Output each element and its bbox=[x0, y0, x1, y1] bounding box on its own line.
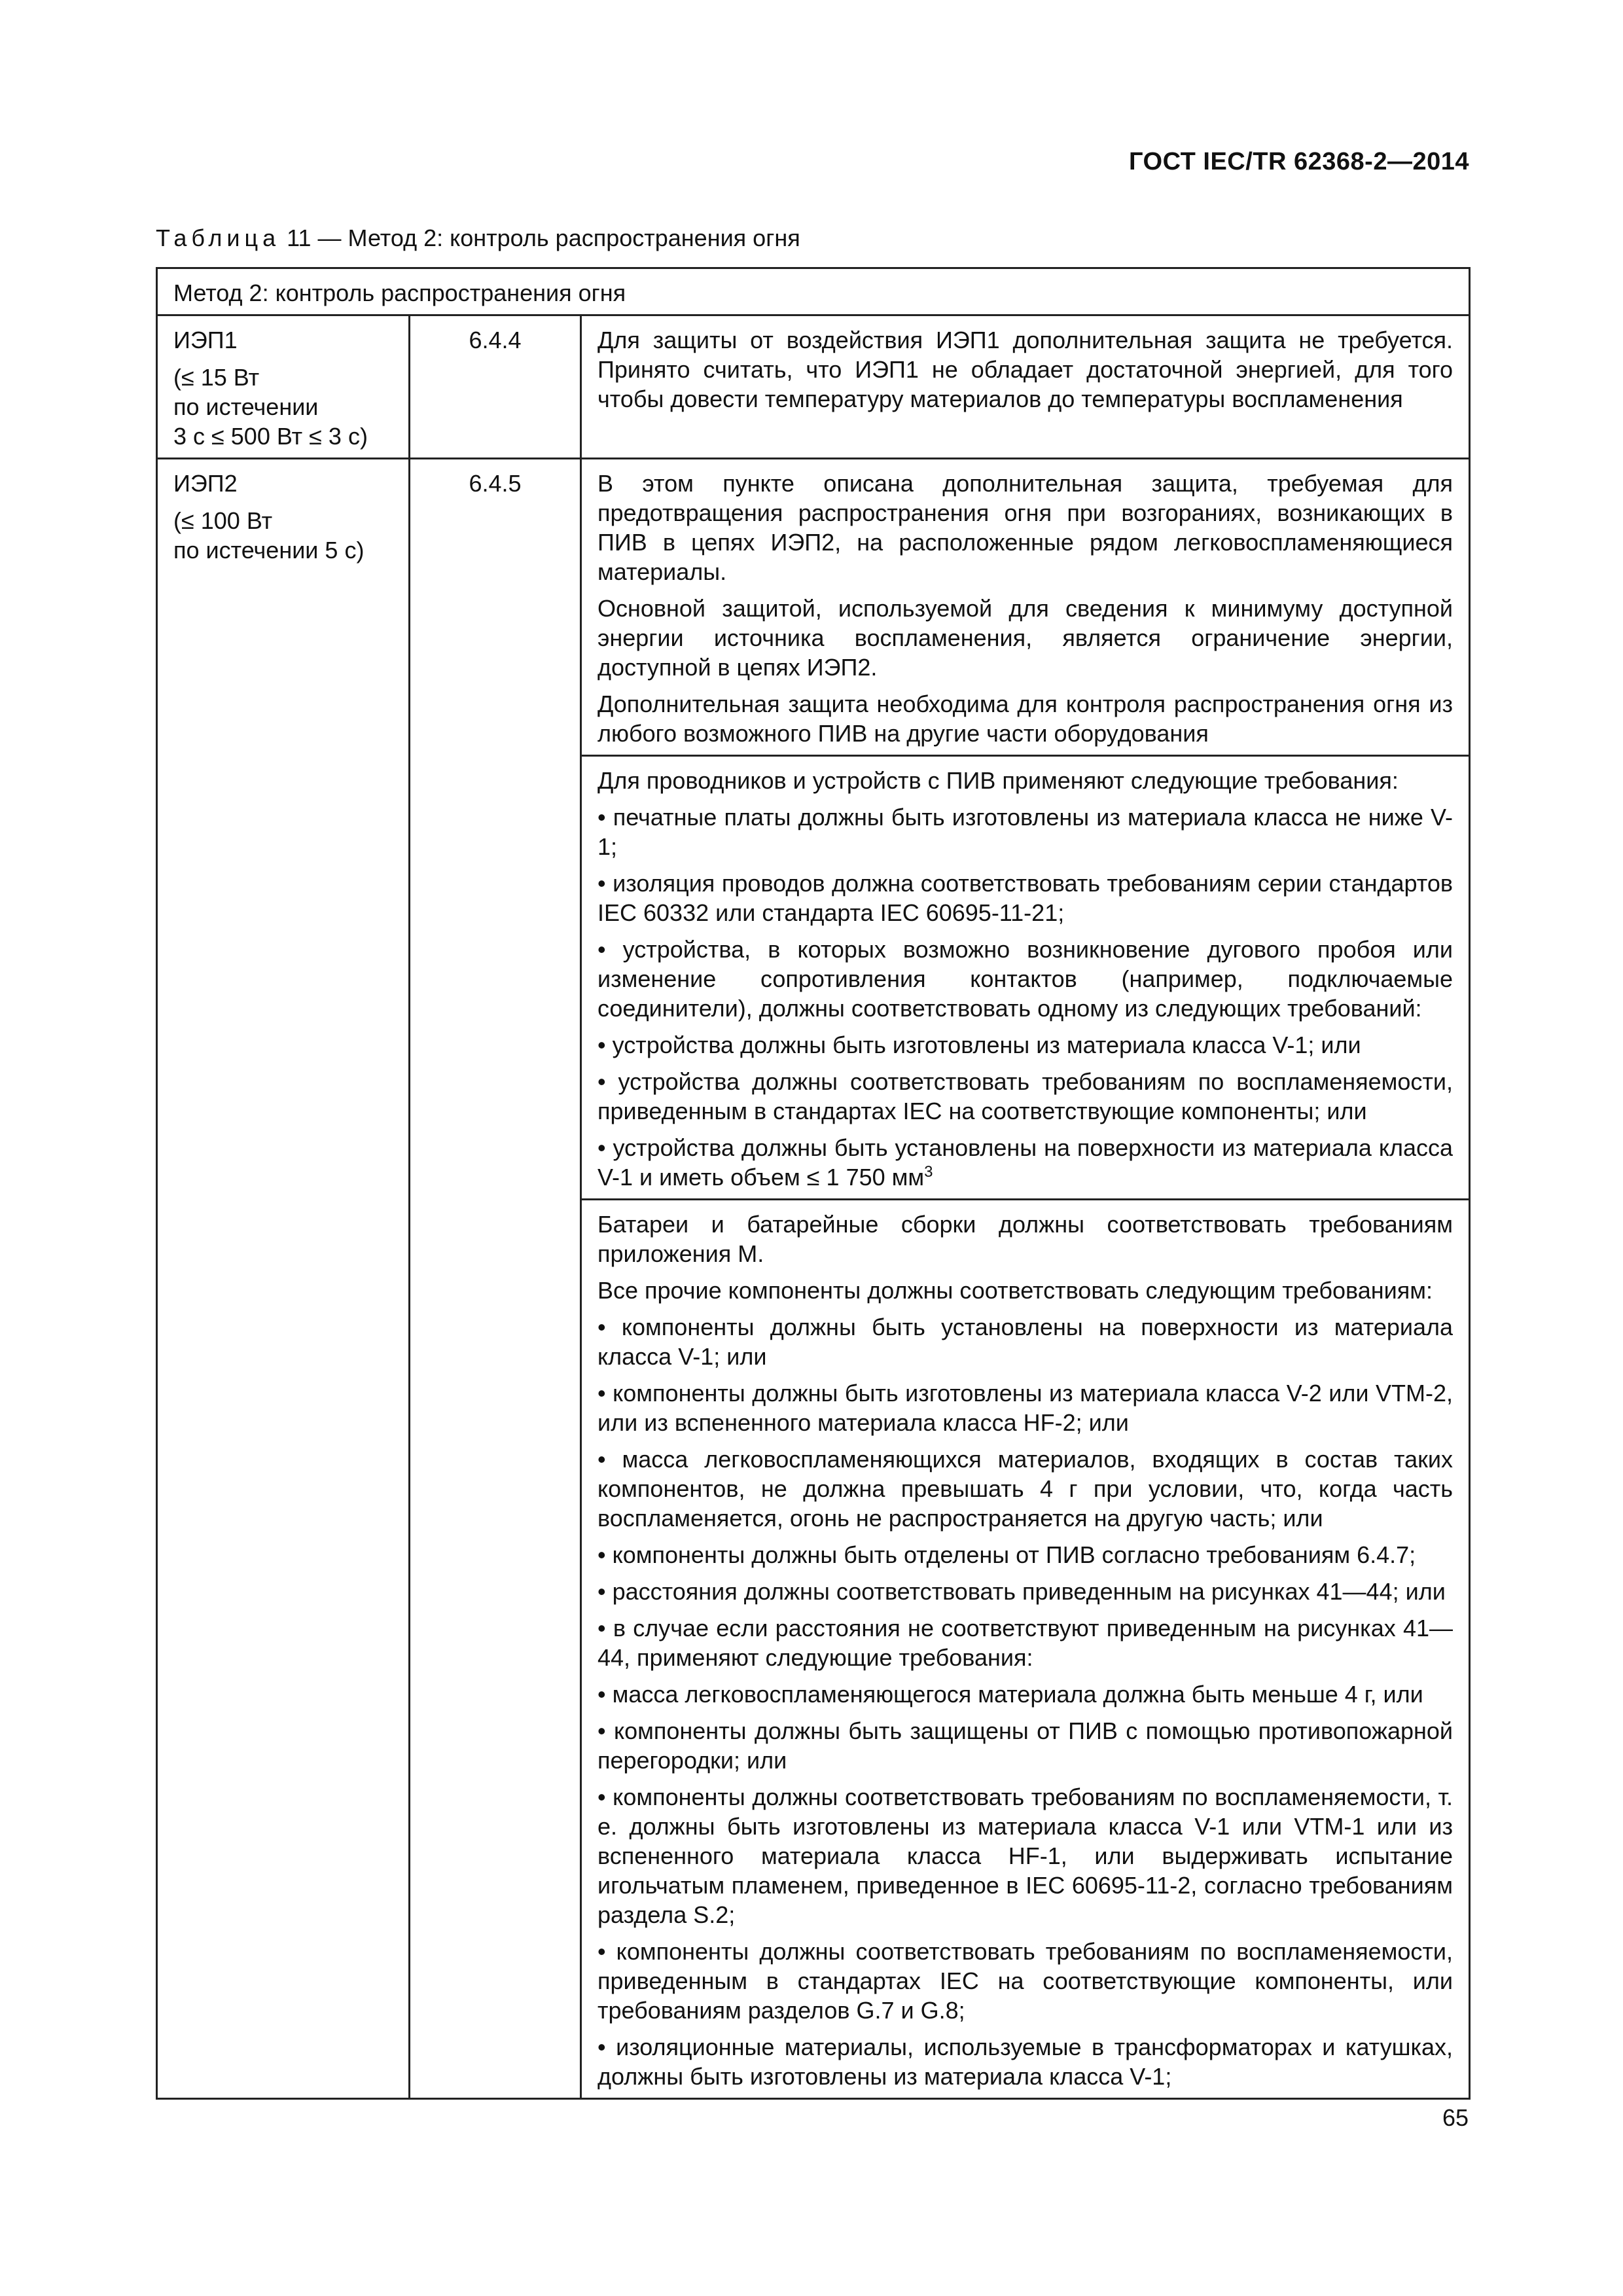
description-cell bbox=[581, 1200, 1470, 2099]
description-paragraph: Основной защитой, используемой для сведения к минимуму доступной энергии источника воспламенения, является ограничение энергии, доступной в цепях ИЭП2. bbox=[597, 595, 1454, 681]
description-paragraph: • в случае если расстояния не соответствуют приведенным на рисунках 41—44, применяют следующие требования: bbox=[597, 1615, 1454, 1671]
clause-cell: 6.4.5 bbox=[410, 459, 581, 2099]
table-heading: Метод 2: контроль распространения огня bbox=[157, 268, 1470, 315]
clause-cell: 6.4.4 bbox=[410, 315, 581, 459]
source-name: ИЭП2 bbox=[173, 470, 238, 497]
requirements-table bbox=[156, 267, 1471, 2100]
description-paragraph: • устройства, в которых возможно возникновение дугового пробоя или изменение сопротивления контактов (например, подключаемые соединители), должны соответствовать одному из следующих требований: bbox=[597, 936, 1454, 1022]
description-paragraph bbox=[597, 1133, 1453, 1192]
description-paragraph: • масса легковоспламеняющихся материалов, входящих в состав таких компонентов, не должна превышать 4 г при условии, что, когда часть воспламеняется, огонь не распространяется на другую часть; или bbox=[597, 1446, 1454, 1532]
caption-title: — Метод 2: контроль распространения огня bbox=[311, 224, 800, 251]
description-paragraph: • устройства должны соответствовать требованиям по воспламеняемости, приведенным в стандартах IEC на соответствующие компоненты; или bbox=[597, 1068, 1454, 1124]
description-paragraph: • устройства должны быть изготовлены из материала класса V-1; или bbox=[597, 1031, 1361, 1058]
description-cell bbox=[581, 459, 1470, 756]
description-paragraph: Дополнительная защита необходима для контроля распространения огня из любого возможного ПИВ на другие части оборудования bbox=[597, 691, 1454, 747]
source-limit-line: (≤ 15 Вт bbox=[173, 364, 260, 391]
description-paragraph: • компоненты должны быть отделены от ПИВ согласно требованиям 6.4.7; bbox=[597, 1541, 1416, 1568]
description-paragraph: Батареи и батарейные сборки должны соответствовать требованиям приложения M. bbox=[597, 1211, 1454, 1267]
source-limit-line: (≤ 100 Вт bbox=[173, 507, 273, 534]
table-heading-row bbox=[157, 268, 1470, 315]
description-paragraph: Для защиты от воздействия ИЭП1 дополнительная защита не требуется. Принято считать, что ИЭП1 не обладает достаточной энергией, для того чтобы довести температуру материалов до температуры воспламенения bbox=[597, 327, 1454, 412]
table-caption bbox=[156, 224, 800, 252]
superscript: 3 bbox=[924, 1163, 933, 1181]
description-paragraph: В этом пункте описана дополнительная защита, требуемая для предотвращения распространения огня при возгораниях, возникающих в ПИВ в цепях ИЭП2, на расположенные рядом легковоспламеняющиеся материалы. bbox=[597, 470, 1454, 585]
description-paragraph: • компоненты должны соответствовать требованиям по воспламеняемости, приведенным в стандартах IEC на соответствующие компоненты, или требованиям разделов G.7 и G.8; bbox=[597, 1938, 1454, 2024]
source-limit-line: 3 с ≤ 500 Вт ≤ 3 с) bbox=[173, 423, 368, 450]
caption-number: 11 bbox=[287, 224, 312, 251]
description-paragraph: • изоляция проводов должна соответствовать требованиям серии стандартов IEC 60332 или стандарта IEC 60695-11-21; bbox=[597, 870, 1454, 926]
description-paragraph: Все прочие компоненты должны соответствовать следующим требованиям: bbox=[597, 1277, 1433, 1304]
source-limit-line: по истечении bbox=[173, 393, 319, 420]
description-cell bbox=[581, 756, 1470, 1200]
description-paragraph: • компоненты должны быть защищены от ПИВ с помощью противопожарной перегородки; или bbox=[597, 1717, 1454, 1774]
description-paragraph: • компоненты должны быть изготовлены из материала класса V-2 или VTM-2, или из вспененного материала класса HF-2; или bbox=[597, 1380, 1454, 1436]
description-paragraph: • компоненты должны быть установлены на поверхности из материала класса V-1; или bbox=[597, 1314, 1454, 1370]
source-cell bbox=[157, 315, 410, 459]
description-cell bbox=[581, 315, 1470, 459]
description-paragraph: • расстояния должны соответствовать приведенным на рисунках 41—44; или bbox=[597, 1578, 1446, 1605]
document-header: ГОСТ IEC/TR 62368-2—2014 bbox=[1129, 148, 1469, 175]
source-cell bbox=[157, 459, 410, 2099]
source-limit-line: по истечении 5 с) bbox=[173, 537, 365, 564]
volume-requirement-text: • устройства должны быть установлены на поверхности из материала класса V-1 и иметь объем ≤ 1 750 мм bbox=[597, 1134, 1454, 1191]
source-name: ИЭП1 bbox=[173, 327, 238, 353]
table-row bbox=[157, 459, 1470, 756]
description-paragraph: • изоляционные материалы, используемые в трансформаторах и катушках, должны быть изготовлены из материала класса V-1; bbox=[597, 2034, 1454, 2090]
table-row bbox=[157, 315, 1470, 459]
description-paragraph: • компоненты должны соответствовать требованиям по воспламеняемости, т. е. должны быть изготовлены из материала класса V-1 или VTM-1 или из вспененного материала класса HF-1, или выдерживать испытание игольчатым пламенем, приведенное в IEC 60695-11-2, согласно требованиям раздела S.2; bbox=[597, 1784, 1454, 1928]
description-paragraph: Для проводников и устройств с ПИВ применяют следующие требования: bbox=[597, 767, 1399, 794]
description-paragraph: • масса легковоспламеняющегося материала должна быть меньше 4 г, или bbox=[597, 1681, 1423, 1708]
caption-prefix: Таблица bbox=[156, 224, 281, 251]
page-number: 65 bbox=[1442, 2104, 1469, 2131]
description-paragraph: • печатные платы должны быть изготовлены из материала класса не ниже V-1; bbox=[597, 804, 1454, 860]
